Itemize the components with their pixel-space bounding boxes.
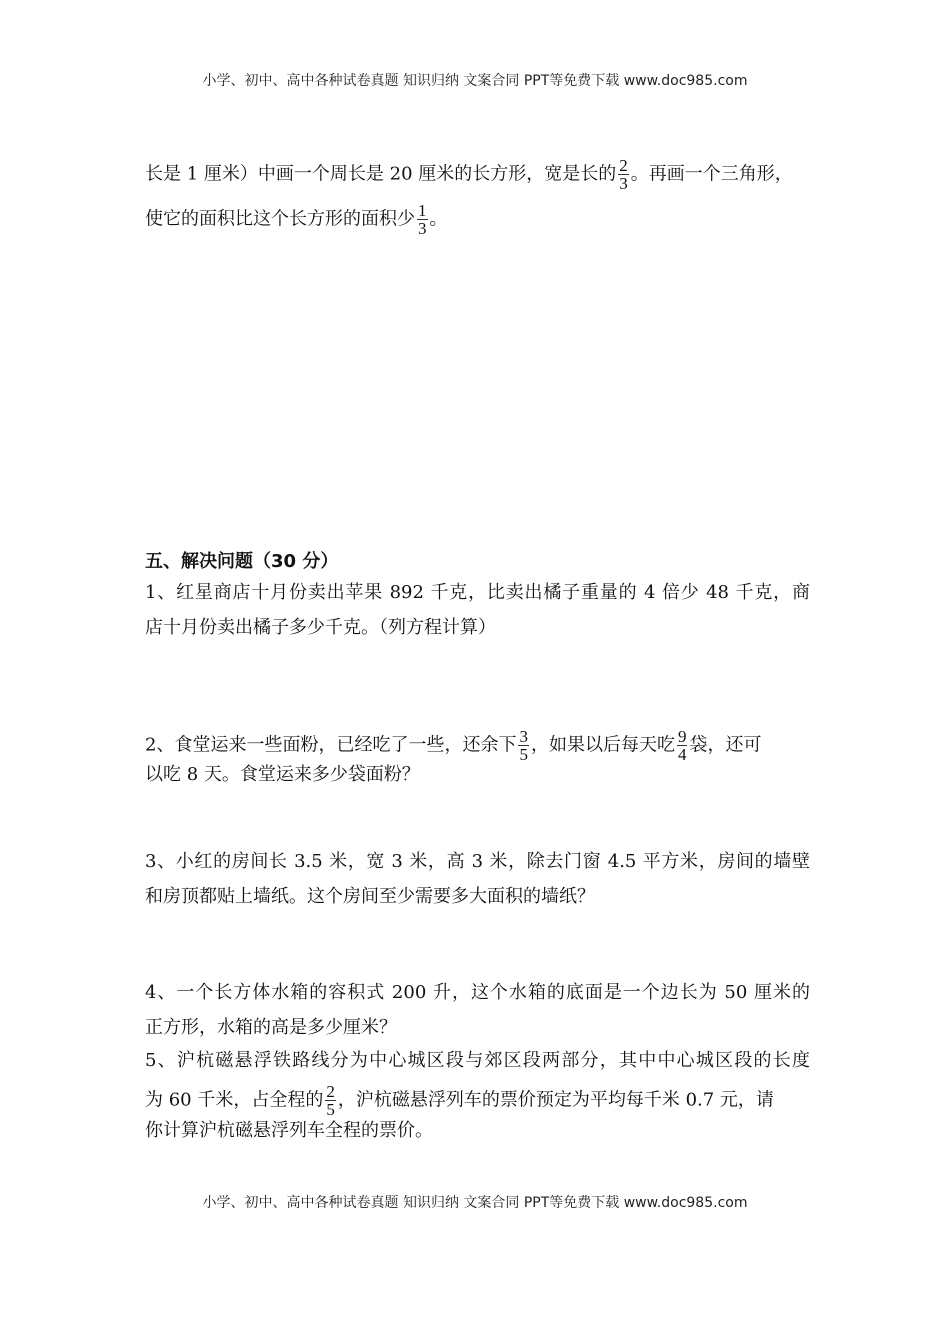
text: ，如果以后每天吃 [530, 734, 675, 756]
q5-line-1: 5、沪杭磁悬浮铁路线分为中心城区段与郊区段两部分，其中中心城区段的长度 [145, 1050, 810, 1071]
text: 2、食堂运来一些面粉，已经吃了一些，还余下 [145, 734, 517, 756]
text: 使它的面积比这个长方形的面积少 [145, 208, 415, 230]
fraction [618, 157, 629, 192]
numerator: 2 [619, 156, 628, 175]
fraction [518, 728, 529, 763]
q2-line-1 [145, 728, 815, 763]
fraction [417, 202, 428, 237]
text: 。 [429, 208, 448, 230]
numerator: 2 [326, 1082, 335, 1101]
drawing-task-line-1 [145, 157, 825, 192]
denominator: 3 [619, 174, 628, 193]
denominator: 5 [519, 745, 528, 764]
fraction [677, 728, 688, 763]
numerator: 9 [677, 727, 687, 746]
denominator: 3 [418, 219, 427, 238]
denominator: 4 [677, 745, 687, 764]
fraction [325, 1083, 336, 1118]
text: ，沪杭磁悬浮列车的票价预定为平均每千米 0.7 元，请 [337, 1089, 774, 1111]
numerator: 1 [418, 201, 427, 220]
page-header: 小学、初中、高中各种试卷真题 知识归纳 文案合同 PPT等免费下载 www.doc985.com [202, 73, 748, 89]
q4-line-2: 正方形，水箱的高是多少厘米？ [145, 1017, 397, 1038]
page-footer: 小学、初中、高中各种试卷真题 知识归纳 文案合同 PPT等免费下载 www.doc985.com [202, 1195, 748, 1211]
q5-line-3: 你计算沪杭磁悬浮列车全程的票价。 [145, 1120, 433, 1141]
text: 。再画一个三角形， [630, 163, 793, 185]
section-title: 五、解决问题（30 分） [145, 551, 339, 572]
q1-line-2: 店十月份卖出橘子多少千克。（列方程计算） [145, 617, 496, 638]
q5-line-2 [145, 1083, 810, 1118]
q3-line-1: 3、小红的房间长 3.5 米，宽 3 米，高 3 米，除去门窗 4.5 平方米，房间的墙壁 [145, 851, 810, 872]
q3-line-2: 和房顶都贴上墙纸。这个房间至少需要多大面积的墙纸？ [145, 886, 595, 907]
q2-line-2: 以吃 8 天。食堂运来多少袋面粉？ [145, 764, 420, 785]
q1-line-1: 1、红星商店十月份卖出苹果 892 千克，比卖出橘子重量的 4 倍少 48 千克，商 [145, 582, 810, 603]
text: 长是 1 厘米）中画一个周长是 20 厘米的长方形，宽是长的 [145, 163, 617, 185]
text: 袋，还可 [689, 734, 762, 756]
drawing-task-line-2 [145, 202, 810, 237]
denominator: 5 [326, 1100, 335, 1119]
numerator: 3 [519, 727, 528, 746]
q4-line-1: 4、一个长方体水箱的容积式 200 升，这个水箱的底面是一个边长为 50 厘米的 [145, 982, 810, 1003]
text: 为 60 千米，占全程的 [145, 1089, 324, 1111]
